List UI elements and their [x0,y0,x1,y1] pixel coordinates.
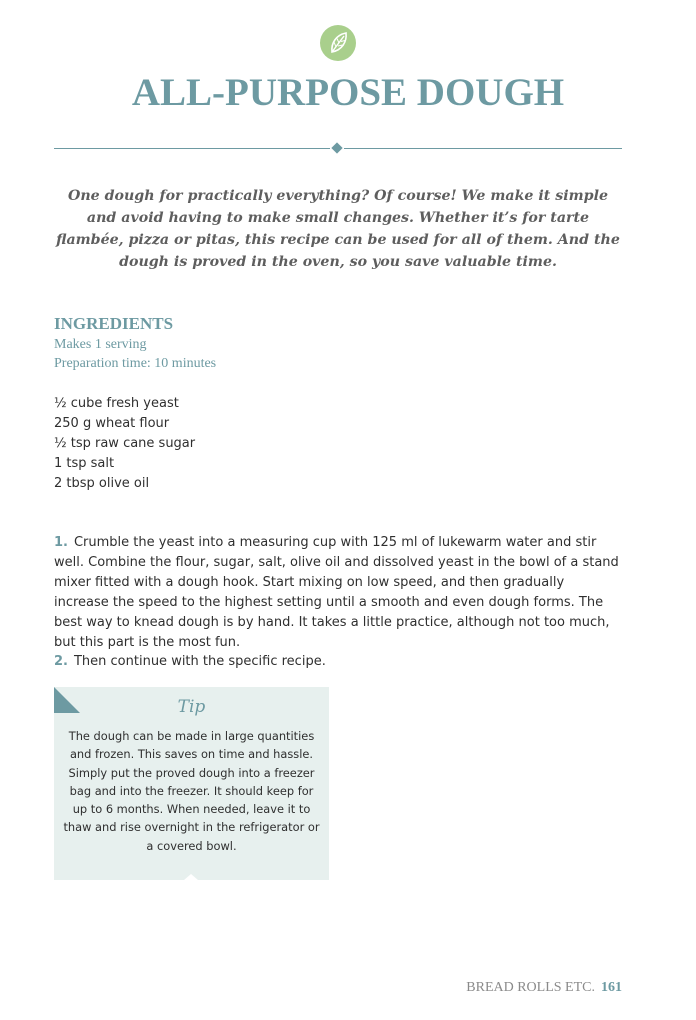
step-text: Crumble the yeast into a measuring cup with 125 ml of lukewarm water and stir well. Combine the flour, sugar, salt, olive oil and dissolved yeast in the bowl of a stand mixer fitted with a dough hook. Start mixing on low speed, and then gradually increase the speed to the highest setting until a smooth and even dough forms. The best way to knead dough is by hand. It takes a little practice, although not too much, but this part is the most fun. [54,535,619,650]
page-number: 161 [601,980,622,995]
title-divider-right [344,148,622,149]
page-title: ALL-PURPOSE DOUGH [131,71,565,114]
ingredient-item: 1 tsp salt [54,456,115,471]
tip-text: The dough can be made in large quantities and frozen. This saves on time and hassle. Simply put the proved dough into a freezer bag and into the freezer. It should keep for up to 6 months. When needed, leave it to thaw and rise overnight in the refrigerator or a covered bowl. [63,729,320,853]
step-text: Then continue with the specific recipe. [73,654,326,669]
ingredient-list [54,394,195,494]
leaf-icon [320,25,356,61]
prep-time-text: Preparation time: 10 minutes [54,356,217,371]
tip-notch-decoration [184,874,198,880]
step-number: 1. [54,535,68,550]
step-2 [54,652,622,672]
title-divider-left [54,148,330,149]
page-footer [466,980,622,996]
ingredient-item: 2 tbsp olive oil [54,476,150,491]
servings-text: Makes 1 serving [54,337,147,352]
ingredient-item: 250 g wheat flour [54,416,170,431]
tip-title: Tip [177,697,206,717]
title-divider-diamond [331,142,342,153]
tip-box [54,687,329,880]
step-number: 2. [54,654,68,669]
step-1 [54,533,622,653]
ingredient-item: ½ cube fresh yeast [54,396,179,411]
ingredients-heading: INGREDIENTS [54,314,174,333]
ingredient-item: ½ tsp raw cane sugar [54,436,196,451]
intro-paragraph: One dough for practically everything? Of course! We make it simple and avoid having to make small changes. Whether it’s for tarte flambée, pizza or pitas, this recipe can be used for all of them. And the dough is proved in the oven, so you save valuable time. [56,188,620,270]
section-name: BREAD ROLLS ETC. [466,980,595,995]
